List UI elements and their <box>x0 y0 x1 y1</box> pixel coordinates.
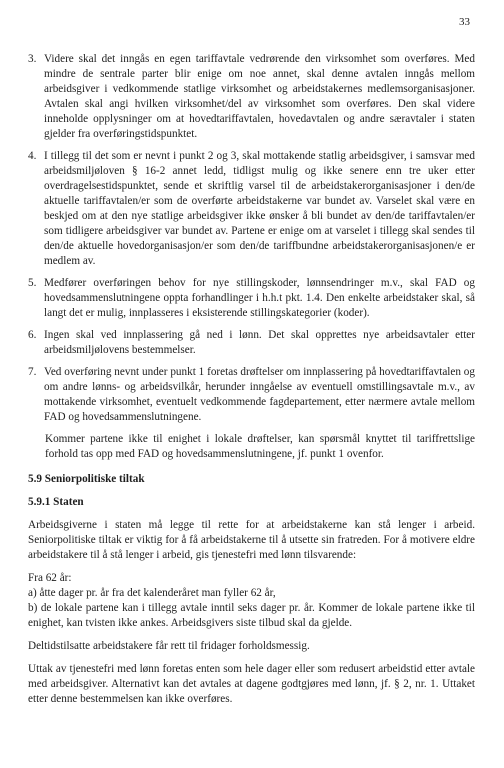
parttime-paragraph: Deltidstilsatte arbeidstakere får rett til fridager forholdsmessig. <box>28 640 310 652</box>
list-item <box>28 52 475 142</box>
list-item-number: 5. <box>28 277 37 289</box>
list-item-number: 7. <box>28 366 37 378</box>
list-item <box>28 149 475 269</box>
subsection-heading: 5.9.1 Staten <box>28 496 84 508</box>
intro-paragraph: Arbeidsgiverne i staten må legge til rette for at arbeidstakerne kan stå lenger i arbeid. Seniorpolitiske tiltak er viktig for å få arbeidstakerne til å utsette sin fratreden. For å motivere eldre arbeidstakere til å stå lenger i arbeid, gis tjenestefri med lønn tilsvarende: <box>28 519 475 561</box>
age-block-heading: Fra 62 år: <box>28 572 72 584</box>
list-item-text: Ingen skal ved innplassering gå ned i lønn. Det skal opprettes nye arbeidsavtaler etter arbeidsmiljølovens bestemmelser. <box>44 329 475 356</box>
section-heading: 5.9 Seniorpolitiske tiltak <box>28 473 145 485</box>
list-item-number: 3. <box>28 53 37 65</box>
page-number: 33 <box>459 16 470 28</box>
list-item-text: Videre skal det inngås en egen tariffavtale vedrørende den virksomhet som overføres. Med mindre de sentrale parter blir enige om noe annet, skal denne avtalen inngås mellom arbeidsgiver i vedkommende statlige virksomhet og arbeidstakernes medlemsorganisasjoner. Avtalen skal angi hvilken virksomhet/del av virksomhet som overføres. Den skal videre inneholde opplysninger om at hovedtariffavtalen, hovedavtalen og andre særavtaler i staten gjelder fra overføringstidspunktet. <box>44 53 475 140</box>
closing-paragraph: Kommer partene ikke til enighet i lokale drøftelser, kan spørsmål knyttet til tariffrettslige forhold tas opp med FAD og hovedsammenslutningene, jf. punkt 1 ovenfor. <box>45 433 475 460</box>
list-item <box>28 276 475 321</box>
list-item-number: 6. <box>28 329 37 341</box>
page-content <box>28 52 475 715</box>
list-item-text: I tillegg til det som er nevnt i punkt 2 og 3, skal mottakende statlig arbeidsgiver, i samsvar med arbeidsmiljøloven § 16-2 annet ledd, tidligst mulig og ikke senere enn tre uker etter overdragelsestidspunktet, sende et skriftlig varsel til de arbeidstakerorganisasjoner i den/de aktuelle tariffavtalen/er som de overførte arbeidstakerne var bundet av. Varselet skal være en beskjed om at den nye statlige arbeidsgiver ikke ønsker å bli bundet av den/de tariffavtalen/er som tidligere arbeidsgiver var bundet av. Partene er enige om at varselet i tillegg skal sendes til den/de aktuelle hovedorganisasjon/er som den/de tariffbundne arbeidstakerorganisasjonen/e er medlem av. <box>44 150 475 267</box>
list-item <box>28 365 475 425</box>
age-block <box>28 571 475 631</box>
list-item-text: Ved overføring nevnt under punkt 1 foretas drøftelser om innplassering på hovedtariffavtalen og om andre lønns- og arbeidsvilkår, herunder inngåelse av eventuell omstillingsavtale m.v., av mottakende virksomhet, eventuelt vedkommende fagdepartement, etter nærmere avtale mellom FAD og hovedsammenslutningene. <box>44 366 475 423</box>
age-block-line-a: a) åtte dager pr. år fra det kalenderåret man fyller 62 år, <box>28 587 276 599</box>
list-item <box>28 328 475 358</box>
list-item-text: Medfører overføringen behov for nye stillingskoder, lønnsendringer m.v., skal FAD og hovedsammenslutningene oppta forhandlinger i h.h.t pkt. 1.4. Den enkelte arbeidstaker skal, så langt det er mulig, innplasseres i eksisterende stillingskategorier (koder). <box>44 277 475 319</box>
age-block-line-b: b) de lokale partene kan i tillegg avtale inntil seks dager pr. år. Kommer de lokale partene ikke til enighet, kan tvisten ikke ankes. Arbeidsgivers siste tilbud skal da gjelde. <box>28 602 475 629</box>
numbered-list <box>28 52 475 425</box>
withdrawal-paragraph: Uttak av tjenestefri med lønn foretas enten som hele dager eller som redusert arbeidstid etter avtale med arbeidsgiver. Alternativt kan det avtales at dagene godtgjøres med lønn, jf. § 2, nr. 1. Uttaket etter denne bestemmelsen kan ikke overføres. <box>28 663 475 705</box>
list-item-number: 4. <box>28 150 37 162</box>
